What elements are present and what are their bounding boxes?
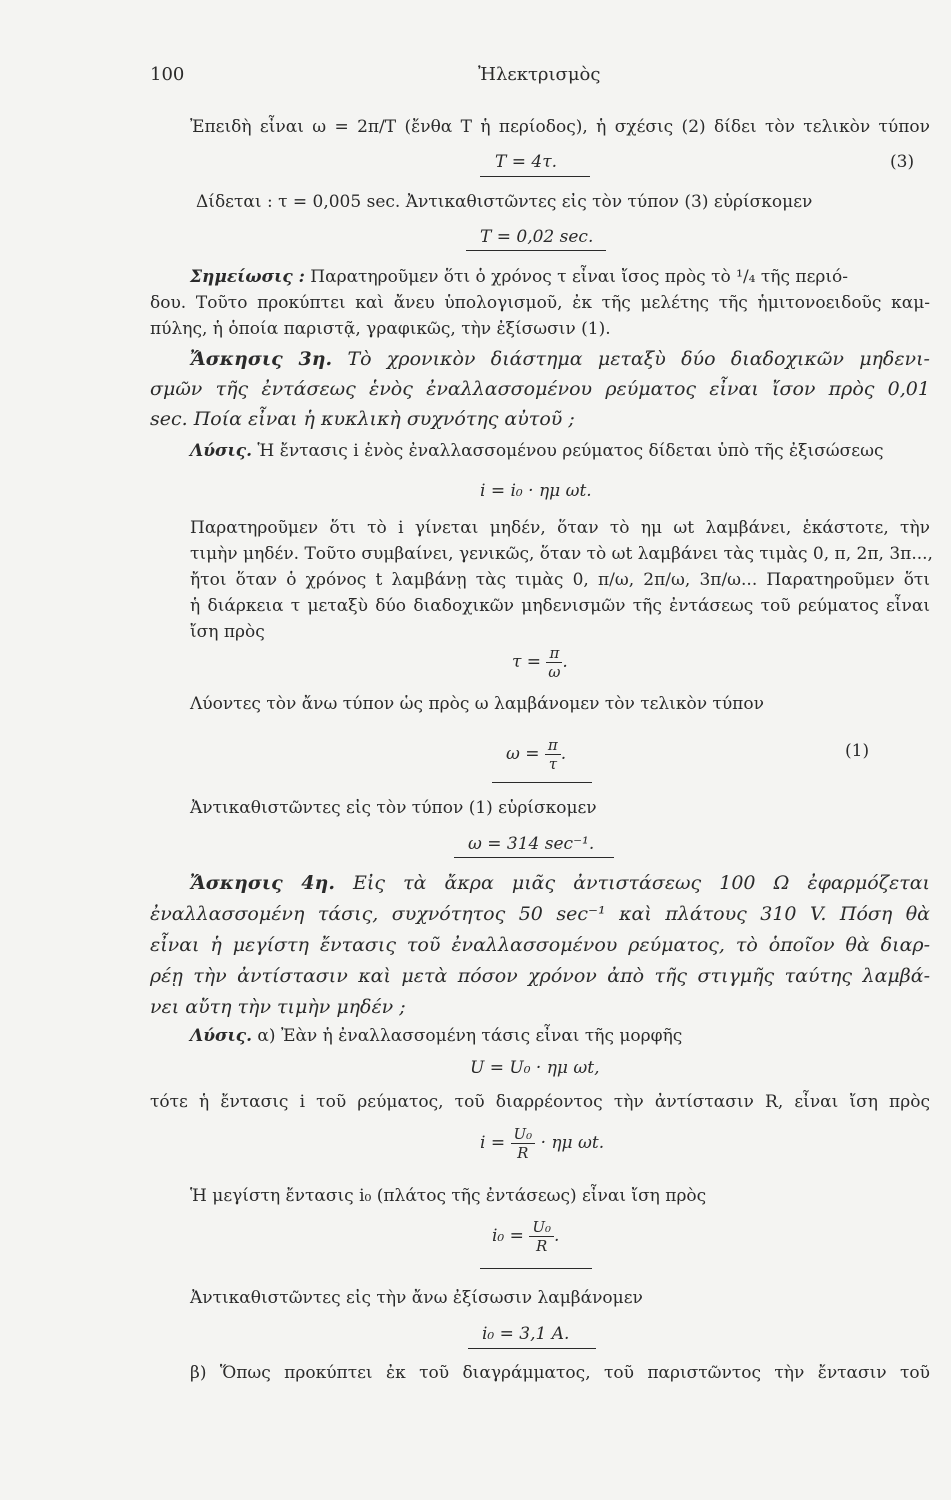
text-line: δου. Τοῦτο προκύπτει καὶ ἄνευ ὑπολογισμοῦ, ἐκ τῆς μελέτης τῆς ἡμιτονοειδοῦς καμ-	[150, 293, 930, 313]
exercise-4-text: Εἰς τὰ ἄκρα μιᾶς ἀντιστάσεως 100 Ω ἐφαρμόζεται	[353, 872, 931, 894]
equation-lhs: i =	[480, 1133, 506, 1153]
text-line: τιμὴν μηδέν. Τοῦτο συμβαίνει, γενικῶς, ὅταν τὸ ωt λαμβάνει τὰς τιμὰς 0, π, 2π, 3π...,	[190, 544, 933, 564]
text-line: πύλης, ἡ ὁποία παριστᾷ, γραφικῶς, τὴν ἐξίσωσιν (1).	[150, 319, 611, 339]
fraction	[545, 736, 561, 773]
text-line: ἤτοι ὅταν ὁ χρόνος t λαμβάνῃ τὰς τιμὰς 0, π/ω, 2π/ω, 3π/ω... Παρατηροῦμεν ὅτι	[190, 570, 930, 590]
equation-end: · ημ ωt.	[540, 1133, 605, 1153]
exercise-4-line: εἶναι ἡ μεγίστη ἔντασις τοῦ ἐναλλασσομένου ρεύματος, τὸ ὁποῖον θὰ διαρ-	[150, 934, 930, 956]
exercise-3-text: Τὸ χρονικὸν διάστημα μεταξὺ δύο διαδοχικῶν μηδενι-	[347, 348, 930, 370]
fraction-numerator: π	[545, 736, 561, 755]
fraction	[546, 644, 562, 681]
text-line: Δίδεται : τ = 0,005 sec. Ἀντικαθιστῶντες εἰς τὸν τύπον (3) εὑρίσκομεν	[196, 192, 813, 212]
exercise-3-line	[190, 348, 930, 370]
exercise-4-line: νει αὔτη τὴν τιμὴν μηδέν ;	[150, 996, 406, 1018]
equation-T-value: T = 0,02 sec.	[480, 227, 594, 247]
running-title: Ἠλεκτρισμὸς	[478, 64, 601, 85]
equation-i: i = i₀ · ημ ωt.	[480, 481, 592, 501]
equation-omega-value: ω = 314 sec⁻¹.	[468, 834, 595, 854]
equation-end: .	[553, 1226, 560, 1246]
fraction-numerator: U₀	[511, 1125, 536, 1144]
equation-underline	[480, 1268, 592, 1269]
equation-i0	[492, 1218, 559, 1255]
exercise-3-label: Ἄσκησις 3η.	[190, 348, 333, 370]
exercise-4-line	[190, 872, 930, 894]
text-line: Παρατηροῦμεν ὅτι τὸ i γίνεται μηδέν, ὅταν τὸ ημ ωt λαμβάνει, ἑκάστοτε, τὴν	[190, 518, 930, 538]
solution-line	[190, 440, 883, 462]
text-line: Λύοντες τὸν ἄνω τύπον ὡς πρὸς ω λαμβάνομεν τὸν τελικὸν τύπον	[190, 694, 764, 714]
exercise-3-line: sec. Ποία εἶναι ἡ κυκλικὴ συχνότης αὐτοῦ ;	[150, 408, 575, 430]
equation-number: (1)	[845, 741, 870, 761]
equation-end: .	[562, 652, 568, 672]
fraction-denominator: R	[535, 1237, 548, 1255]
solution-label: Λύσις.	[190, 441, 253, 461]
solution-text: α) Ἐὰν ἡ ἐναλλασσομένη τάσις εἶναι τῆς μορφῆς	[257, 1026, 683, 1046]
fraction-numerator: π	[546, 644, 562, 663]
equation-i0-value: i₀ = 3,1 A.	[482, 1324, 570, 1344]
equation-lhs: i₀ =	[492, 1226, 524, 1246]
text-line: τότε ἡ ἔντασις i τοῦ ρεύματος, τοῦ διαρρέοντος τὴν ἀντίστασιν R, εἶναι ἴση πρὸς	[150, 1092, 930, 1112]
note-text: Παρατηροῦμεν ὅτι ὁ χρόνος τ εἶναι ἴσος πρὸς τὸ ¹/₄ τῆς περιό-	[310, 267, 849, 287]
equation-underline	[492, 782, 592, 783]
fraction	[529, 1218, 554, 1255]
equation-underline	[454, 857, 614, 858]
exercise-4-line: ρέῃ τὴν ἀντίστασιν καὶ μετὰ πόσον χρόνον ἀπὸ τῆς στιγμῆς ταύτης λαμβά-	[150, 965, 930, 987]
equation-number: (3)	[890, 152, 915, 172]
fraction-denominator: R	[517, 1144, 529, 1162]
text-line: β) Ὅπως προκύπτει ἐκ τοῦ διαγράμματος, τοῦ παριστῶντος τὴν ἔντασιν τοῦ	[190, 1363, 930, 1383]
text-line: ἡ διάρκεια τ μεταξὺ δύο διαδοχικῶν μηδενισμῶν τῆς ἐντάσεως τοῦ ρεύματος εἶναι	[190, 596, 930, 616]
text-line: Ἐπειδὴ εἶναι ω = 2π/T (ἔνθα T ἡ περίοδος), ἡ σχέσις (2) δίδει τὸν τελικὸν τύπον	[190, 117, 930, 137]
text-line: ἴση πρὸς	[190, 622, 265, 642]
solution-label: Λύσις.	[190, 1026, 253, 1046]
equation-T: T = 4τ.	[495, 152, 558, 172]
equation-end: .	[560, 744, 567, 764]
equation-U: U = U₀ · ημ ωt,	[470, 1058, 600, 1078]
equation-tau	[512, 644, 568, 681]
note-line	[190, 266, 848, 288]
fraction-denominator: τ	[548, 755, 557, 773]
equation-lhs: ω =	[506, 744, 540, 764]
equation-underline	[466, 250, 606, 251]
exercise-3-line: σμῶν τῆς ἐντάσεως ἑνὸς ἐναλλασσομένου ρεύματος εἶναι ἴσον πρὸς 0,01	[150, 378, 930, 400]
exercise-4-line: ἐναλλασσομένη τάσις, συχνότητος 50 sec⁻¹ καὶ πλάτους 310 V. Πόση θὰ	[150, 903, 930, 925]
solution-text: Ἡ ἔντασις i ἑνὸς ἐναλλασσομένου ρεύματος δίδεται ὑπὸ τῆς ἐξισώσεως	[257, 441, 884, 461]
equation-omega	[506, 736, 566, 773]
note-label: Σημείωσις :	[190, 267, 305, 287]
solution-line	[190, 1025, 682, 1047]
equation-lhs: τ =	[512, 652, 542, 672]
page-number: 100	[150, 64, 185, 85]
text-line: Ἡ μεγίστη ἔντασις i₀ (πλάτος τῆς ἐντάσεως) εἶναι ἴση πρὸς	[190, 1186, 707, 1206]
fraction	[511, 1125, 536, 1162]
equation-underline	[468, 1348, 596, 1349]
equation-i-of-t	[480, 1125, 604, 1162]
text-line: Ἀντικαθιστῶντες εἰς τὴν ἄνω ἐξίσωσιν λαμβάνομεν	[190, 1288, 643, 1308]
equation-underline	[480, 176, 590, 177]
exercise-4-label: Ἄσκησις 4η.	[190, 872, 335, 894]
fraction-denominator: ω	[548, 663, 561, 681]
text-line: Ἀντικαθιστῶντες εἰς τὸν τύπον (1) εὑρίσκομεν	[190, 798, 597, 818]
fraction-numerator: U₀	[529, 1218, 554, 1237]
